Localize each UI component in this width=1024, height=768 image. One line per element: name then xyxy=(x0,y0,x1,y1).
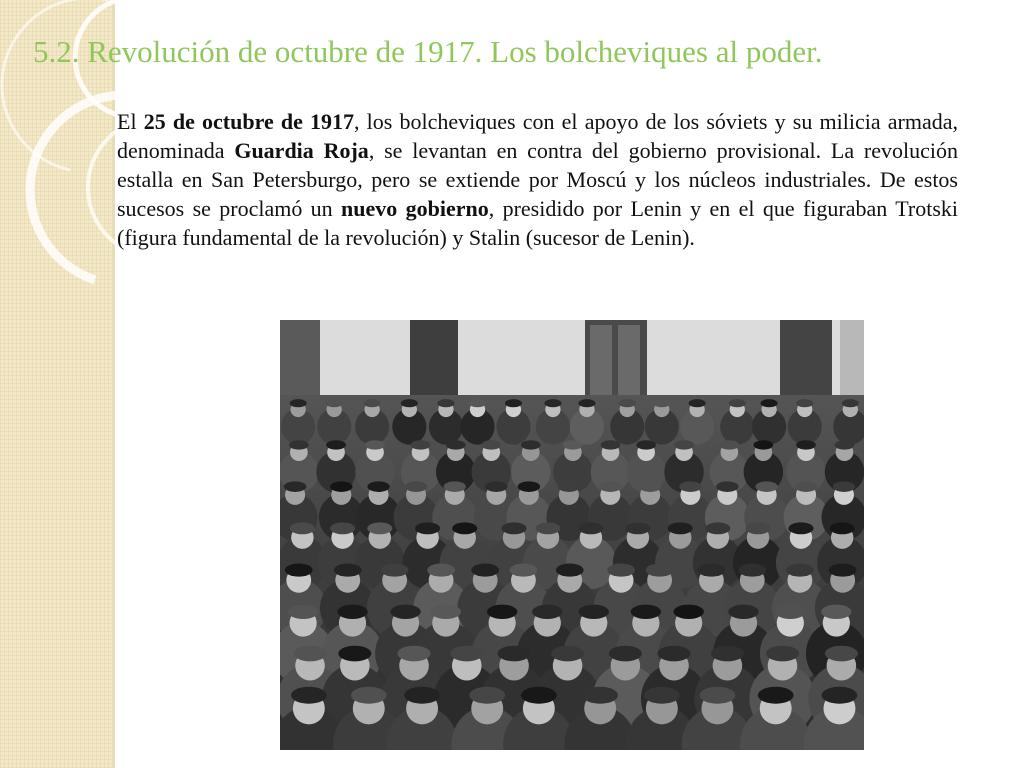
person-hat xyxy=(446,440,466,449)
person-hat xyxy=(367,522,392,534)
person-hat xyxy=(833,481,855,492)
person-hat xyxy=(738,564,766,577)
person-hat xyxy=(729,399,746,407)
person-hat xyxy=(284,481,306,492)
person-hat xyxy=(291,687,327,704)
person-hat xyxy=(753,440,773,449)
person-hat xyxy=(498,646,531,662)
historical-group-photo xyxy=(280,320,864,750)
person-hat xyxy=(563,440,583,449)
person-hat xyxy=(582,687,618,704)
person-hat xyxy=(829,564,857,577)
person-hat xyxy=(330,522,355,534)
person-hat xyxy=(644,687,680,704)
highlight-red-guard: Guardia Roja xyxy=(234,138,369,163)
person-hat xyxy=(285,564,313,577)
person-hat xyxy=(337,605,367,619)
person-hat xyxy=(444,481,466,492)
person-hat xyxy=(766,646,799,662)
person-hat xyxy=(653,399,670,407)
person-hat xyxy=(381,564,409,577)
body-paragraph xyxy=(117,107,958,252)
person-hat xyxy=(505,399,522,407)
person-hat xyxy=(437,399,454,407)
person-hat xyxy=(601,440,621,449)
person-hat xyxy=(398,646,431,662)
person-hat xyxy=(334,564,362,577)
person-hat xyxy=(535,522,560,534)
person-hat xyxy=(364,399,381,407)
person-hat xyxy=(825,646,858,662)
person-hat xyxy=(705,522,730,534)
person-hat xyxy=(609,646,642,662)
person-hat xyxy=(639,481,661,492)
person-hat xyxy=(716,481,738,492)
person-hat xyxy=(578,522,603,534)
person-hat xyxy=(619,399,636,407)
person-hat xyxy=(788,522,813,534)
person-hat xyxy=(625,522,650,534)
person-hat xyxy=(674,440,694,449)
person-hat xyxy=(795,481,817,492)
person-hat xyxy=(288,605,318,619)
person-hat xyxy=(544,399,561,407)
person-hat xyxy=(401,399,418,407)
person-hat xyxy=(365,440,385,449)
person-hat xyxy=(521,440,541,449)
person-hat xyxy=(469,687,505,704)
person-hat xyxy=(532,605,562,619)
person-hat xyxy=(578,399,595,407)
person-hat xyxy=(487,605,517,619)
person-hat xyxy=(289,440,309,449)
person-hat xyxy=(673,605,703,619)
person-hat xyxy=(521,687,557,704)
person-hat xyxy=(427,564,455,577)
person-hat xyxy=(822,687,858,704)
text-segment: , los bolcheviques con el apoyo de los sóviets y su milicia armada, denominada xyxy=(117,109,958,163)
person-hat xyxy=(338,646,371,662)
person-hat xyxy=(404,687,440,704)
person-hat xyxy=(745,522,770,534)
person-hat xyxy=(326,440,346,449)
person-hat xyxy=(469,399,486,407)
person-hat xyxy=(411,440,431,449)
person-hat xyxy=(719,440,739,449)
person-hat xyxy=(599,481,621,492)
person-hat xyxy=(775,605,805,619)
person-hat xyxy=(631,605,661,619)
person-hat xyxy=(830,522,855,534)
person-hat xyxy=(796,440,816,449)
person-hat xyxy=(728,605,758,619)
person-hat xyxy=(842,399,859,407)
person-hat xyxy=(290,522,315,534)
person-hat xyxy=(821,605,851,619)
person-hat xyxy=(761,399,778,407)
person-hat xyxy=(679,481,701,492)
person-hat xyxy=(290,399,307,407)
person-hat xyxy=(551,646,584,662)
person-hat xyxy=(405,481,427,492)
person-hat xyxy=(481,440,501,449)
person-hat xyxy=(668,522,693,534)
person-hat xyxy=(510,564,538,577)
person-hat xyxy=(698,564,726,577)
person-hat xyxy=(755,481,777,492)
person-hat xyxy=(646,564,674,577)
person-hat xyxy=(758,687,794,704)
person-hat xyxy=(689,399,706,407)
person-hat xyxy=(431,605,461,619)
person-hat xyxy=(558,481,580,492)
person-hat xyxy=(326,399,343,407)
person-hat xyxy=(711,646,744,662)
text-segment: , presidido por Lenin y en el que figuraban Trotski (figura fundamental de la revolución) y Stalin (sucesor de Lenin). xyxy=(117,196,958,250)
person-hat xyxy=(579,605,609,619)
person-hat xyxy=(367,481,389,492)
highlight-date: 25 de octubre de 1917 xyxy=(143,109,355,134)
person-hat xyxy=(330,481,352,492)
person-hat xyxy=(518,481,540,492)
person-hat xyxy=(786,564,814,577)
person-hat xyxy=(450,646,483,662)
person-hat xyxy=(471,564,499,577)
person-hat xyxy=(390,605,420,619)
person-hat xyxy=(293,646,326,662)
text-segment: El xyxy=(117,109,144,134)
person-hat xyxy=(415,522,440,534)
person-hat xyxy=(636,440,656,449)
person-hat xyxy=(607,564,635,577)
person-hat xyxy=(501,522,526,534)
text-segment: , se levantan en contra del gobierno provisional. La revolución estalla en San Petersburgo, pero se extiende por Moscú y los núcleos industriales. De estos sucesos se proclamó un xyxy=(117,138,958,221)
person-hat xyxy=(835,440,855,449)
person-hat xyxy=(657,646,690,662)
person-hat xyxy=(556,564,584,577)
person-hat xyxy=(452,522,477,534)
person-hat xyxy=(351,687,387,704)
person-hat xyxy=(485,481,507,492)
photo-image xyxy=(280,320,864,750)
slide-title: 5.2. Revolución de octubre de 1917. Los bolcheviques al poder. xyxy=(33,34,823,69)
person-hat xyxy=(796,399,813,407)
highlight-new-government: nuevo gobierno xyxy=(341,196,489,221)
person-hat xyxy=(700,687,736,704)
